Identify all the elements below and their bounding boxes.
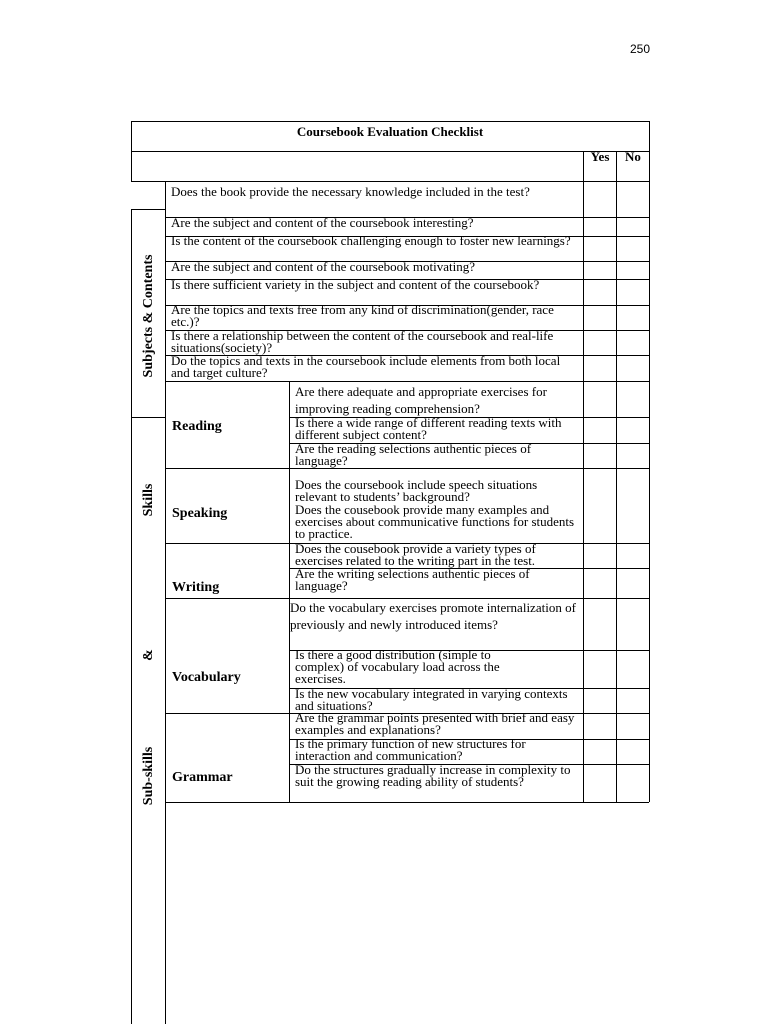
vocabulary-question: Is the new vocabulary integrated in varying contexts and situations?	[295, 686, 568, 713]
writing-question: Are the writing selections authentic pieces of language?	[295, 566, 530, 593]
skill-label-reading: Reading	[172, 419, 222, 434]
skill-label-grammar: Grammar	[172, 770, 233, 785]
grammar-question: Are the grammar points presented with brief and easy examples and explanations?	[295, 710, 575, 737]
speaking-question: Does the cousebook provide many examples and exercises about communicative functions for students to practice.	[295, 502, 575, 541]
general-question: Is there a relationship between the content of the coursebook and real-life situations(society)?	[171, 328, 554, 355]
page-number: 250	[629, 42, 650, 56]
reading-question: Is there a wide range of different reading texts with different subject content?	[295, 415, 562, 442]
general-question: Do the topics and texts in the coursebook include elements from both local and target culture?	[171, 353, 561, 380]
reading-question: Are there adequate and appropriate exercises for improving reading comprehension?	[295, 384, 547, 416]
side-label-subskills: Sub-skills	[141, 746, 156, 806]
skill-label-writing: Writing	[172, 580, 220, 595]
side-label-subjects-contents: Subjects & Contents	[141, 254, 156, 378]
general-question: Are the subject and content of the coursebook interesting?	[171, 215, 474, 230]
no-column-header: No	[625, 149, 641, 164]
skill-label-speaking: Speaking	[172, 506, 228, 521]
general-question: Are the subject and content of the coursebook motivating?	[171, 259, 475, 274]
grammar-question: Do the structures gradually increase in complexity to suit the growing reading ability of students?	[295, 762, 571, 789]
general-question: Are the topics and texts free from any kind of discrimination(gender, race etc.)?	[171, 302, 554, 329]
speaking-question: Does the coursebook include speech situations relevant to students’ background?	[295, 477, 538, 504]
reading-question: Are the reading selections authentic pieces of language?	[295, 441, 532, 468]
side-label-skills: Skills	[141, 483, 156, 517]
checklist-title: Coursebook Evaluation Checklist	[296, 124, 484, 139]
yes-column-header: Yes	[590, 149, 610, 164]
writing-question: Does the cousebook provide a variety types of exercises related to the writing part in the test.	[295, 541, 536, 568]
general-question: Does the book provide the necessary knowledge included in the test?	[171, 184, 530, 199]
general-question: Is the content of the coursebook challenging enough to foster new learnings?	[171, 233, 571, 248]
side-label-ampersand: &	[141, 649, 156, 661]
grammar-question: Is the primary function of new structures for interaction and communication?	[295, 736, 526, 763]
general-question: Is there sufficient variety in the subject and content of the coursebook?	[171, 277, 540, 292]
skill-label-vocabulary: Vocabulary	[172, 670, 241, 685]
vocabulary-question: Is there a good distribution (simple to complex) of vocabulary load across the exercises.	[295, 647, 500, 686]
vocabulary-question: Do the vocabulary exercises promote internalization of previously and newly introduced items?	[290, 600, 576, 632]
